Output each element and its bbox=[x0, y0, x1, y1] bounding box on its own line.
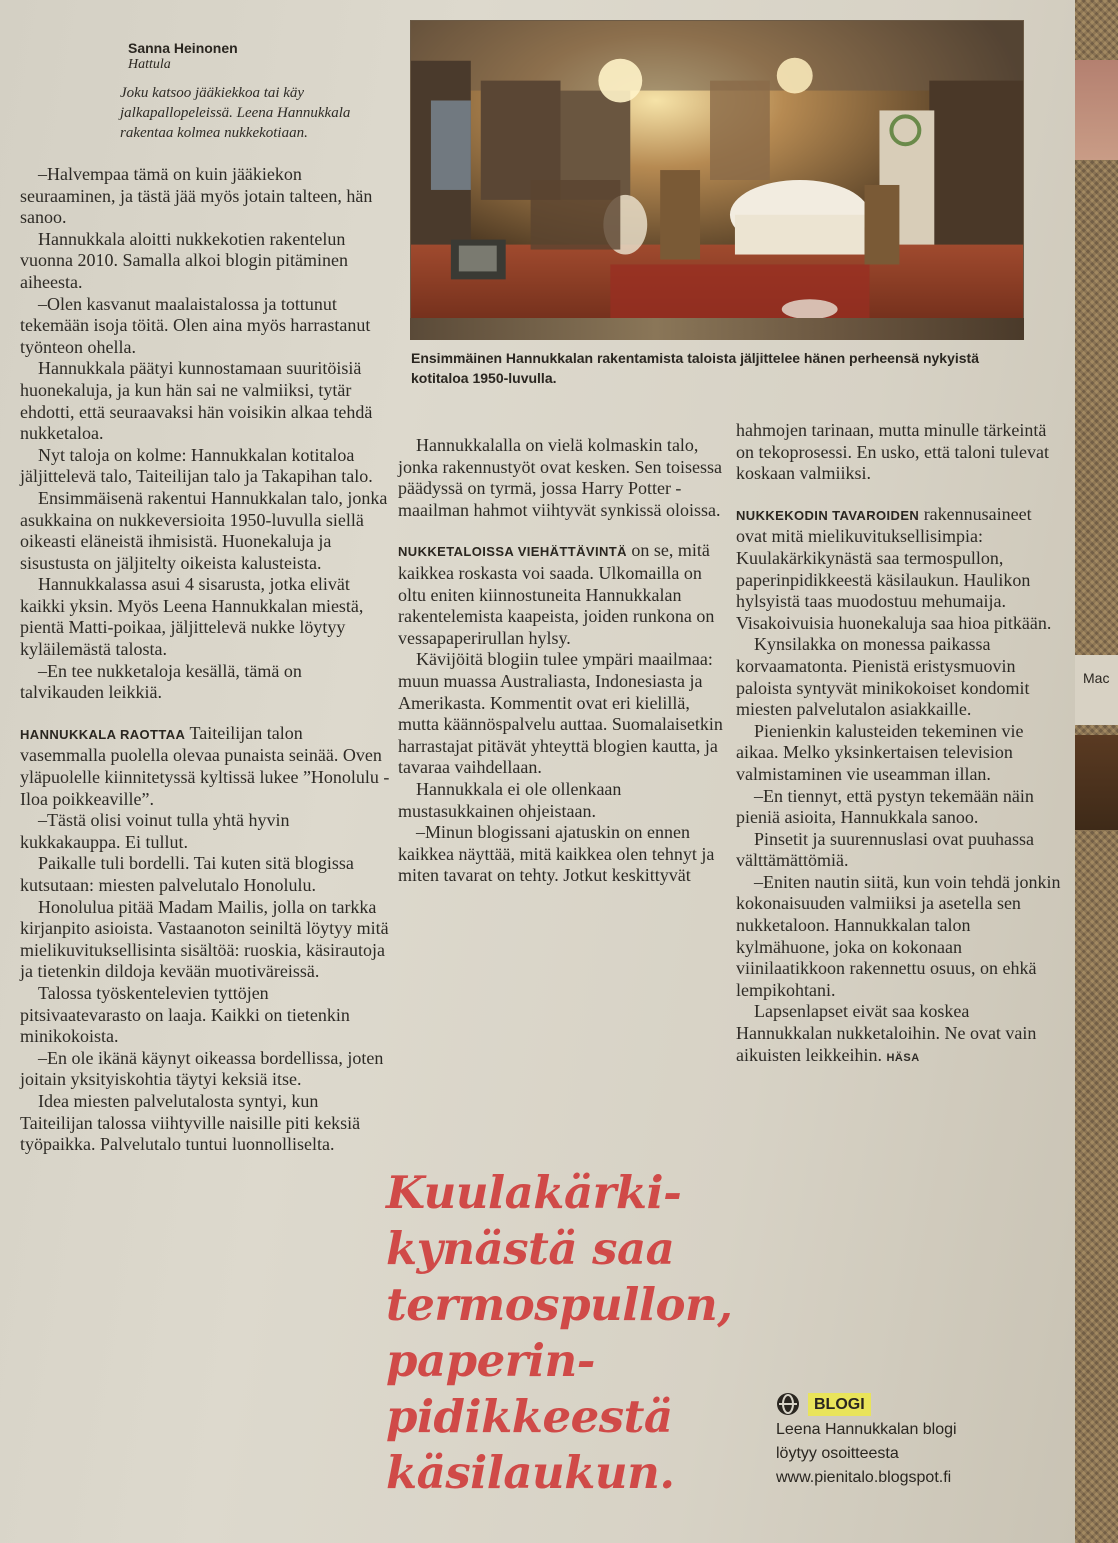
blog-url-link[interactable]: www.pienitalo.blogspot.fi bbox=[776, 1469, 952, 1486]
byline-author: Sanna Heinonen bbox=[128, 40, 238, 56]
col1-paragraph: Hannukkala aloitti nukkekotien rakentelun vuonna 2010. Samalla alkoi blogin pitäminen aiheesta. bbox=[20, 228, 348, 292]
col1-paragraph: Nyt taloja on kolme: Hannukkalan kotitaloa jäljittelevä talo, Taiteilijan talo ja Takapihan talo. bbox=[20, 444, 373, 487]
col2-paragraph: Hannukkalalla on vielä kolmaskin talo, jonka rakennustyöt ovat kesken. Sen toisessa päädyssä on tyrmä, jossa Harry Potter -maailman hahmot viihtyvät synkissä oloissa. bbox=[398, 435, 722, 520]
col1-paragraph: Hannukkala päätyi kunnostamaan suuritöisiä huonekaluja, ja kun hän sai ne valmiiksi, tytär ehdotti, että seuraavaksi hän voisikin alkaa tehdä nukketaloa. bbox=[20, 358, 373, 444]
subhead: HANNUKKALA RAOTTAA bbox=[20, 726, 186, 742]
col1-paragraph: Paikalle tuli bordelli. Tai kuten sitä blogissa kutsutaan: miesten palvelutalo Honolulu. bbox=[20, 853, 354, 895]
fabric-pink-band bbox=[1075, 60, 1118, 160]
col1-paragraph: –Olen kasvanut maalaistalossa ja tottunut tekemään isoja töitä. Olen aina myös harrastanut työnteon ohella. bbox=[20, 293, 371, 357]
adjacent-page-strip bbox=[1075, 655, 1118, 725]
col1-paragraph: –Halvempaa tämä on kuin jääkiekon seuraaminen, ja tästä jää myös jotain talteen, hän sanoo. bbox=[20, 164, 373, 228]
col3-paragraph: Pinsetit ja suurennuslasi ovat puuhassa välttämättömiä. bbox=[736, 828, 1034, 871]
col1-paragraph: –En ole ikänä käynyt oikeassa bordellissa, joten joitain yksityiskohtia täytyi keksiä itse. bbox=[20, 1047, 384, 1090]
col1-paragraph: Idea miesten palvelutalosta syntyi, kun Taiteilijan talossa viihtyville naisille piti keksiä työpaikka. Palvelutalo tuntui luonnolliselta. bbox=[20, 1090, 361, 1155]
blog-header bbox=[776, 1390, 1066, 1418]
photo-bottom-strip bbox=[410, 318, 1024, 340]
col2-subhead-paragraph bbox=[398, 540, 728, 649]
blog-badge: BLOGI bbox=[808, 1393, 871, 1416]
blog-line: löytyy osoitteesta bbox=[776, 1445, 899, 1462]
author-signature: HÄSA bbox=[886, 1051, 920, 1064]
subhead: NUKKETALOISSA VIEHÄTTÄVINTÄ bbox=[398, 544, 627, 560]
col1-paragraph: Talossa työskentelevien tyttöjen pitsivaatevarasto on laaja. Kaikki on tietenkin minikokoista. bbox=[20, 982, 350, 1047]
col3-subhead-paragraph bbox=[736, 504, 1066, 635]
col1-paragraph: Honolulua pitää Madam Mailis, jolla on tarkka kirjanpito asioista. Vastaanoton seiniltä löytyy mitä mielikuvituksellisinta sisältöä: ruoskia, käsirautoja ja tietenkin dildoja kevään muotiväreissä. bbox=[20, 896, 389, 982]
column-2 bbox=[398, 435, 728, 887]
background-fabric bbox=[1075, 0, 1118, 1543]
col3-paragraph: –En tiennyt, että pystyn tekemään näin pieniä asioita, Hannukkala sanoo. bbox=[736, 785, 1034, 828]
col3-subhead-text: rakennusaineet ovat mitä mielikuvituksellisimpia: Kuulakärkikynästä saa termospullon, paperinpidikkeestä käsilaukun. Haulikon hylsyistä taas muodostuu mehumaija. Visakoivuisia huonekaluja saa hioa pitkään. bbox=[736, 503, 1052, 633]
col1-paragraph: –En tee nukketaloja kesällä, tämä on talvikauden leikkiä. bbox=[20, 660, 302, 703]
col1-paragraph: –Tästä olisi voinut tulla yhtä hyvin kukkakauppa. Ei tullut. bbox=[20, 810, 290, 852]
col1-subhead-text: Taiteilijan talon vasemmalla puolella olevaa punaista seinää. Oven yläpuolelle kiinnitetyssä kyltissä lukee ”Honolulu - Iloa poikkeaville”. bbox=[20, 722, 390, 809]
intro-lead: Joku katsoo jääkiekkoa tai käy jalkapallopeleissä. Leena Hannukkala rakentaa kolmea nukkekotiaan. bbox=[120, 85, 351, 141]
dollhouse-interior-photo bbox=[410, 20, 1024, 340]
column-1 bbox=[20, 60, 390, 1156]
adjacent-page-text: Mac bbox=[1083, 670, 1110, 686]
blog-globe-icon bbox=[776, 1392, 800, 1416]
col3-paragraph: –Eniten nautin siitä, kun voin tehdä jonkin kokonaisuuden valmiiksi ja asetella sen nukketaloon. Hannukkalan talon kylmähuone, joka on kokonaan viinilaatikkoon rakennettu osuus, on ehkä lempikohtani. bbox=[736, 871, 1061, 1000]
col3-paragraph: Kynsilakka on monessa paikassa korvaamatonta. Pienistä eristysmuovin paloista syntyvät minikokoiset kondomit miesten palvelutalon asiakkaille. bbox=[736, 634, 1030, 720]
column-3 bbox=[736, 420, 1066, 1069]
col2-subhead-text: on se, mitä kaikkea roskasta voi saada. Ulkomailla on oltu eniten kiinnostuneita Hannukkalan rakentelemista kaapeista, joiden runkona on vessapaperirullan hylsy. bbox=[398, 540, 715, 648]
photo-caption: Ensimmäinen Hannukkalan rakentamista taloista jäljittelee hänen perheensä nykyistä kotitaloa 1950-luvulla. bbox=[411, 350, 979, 386]
col2-paragraph: Kävijöitä blogiin tulee ympäri maailmaa: muun muassa Australiasta, Indonesiasta ja Amerikasta. Kommentit ovat eri kielillä, mutta käännöspalvelu auttaa. Suomalaisetkin harrastajat pitävät yhteyttä blogien kautta, ja tavaraa vaihdellaan. bbox=[398, 649, 723, 778]
col1-paragraph: Hannukkalassa asui 4 sisarusta, jotka elivät kaikki yksin. Myös Leena Hannukkalan miestä, pientä Matti-poikaa, jäljittelevä nukke löytyy kyläilemästä talosta. bbox=[20, 574, 364, 660]
pull-quote: Kuulakärki-kynästä saa termospullon, paperin-pidikkeestä käsilaukun. bbox=[386, 1166, 733, 1499]
col3-last-text: Lapsenlapset eivät saa koskea Hannukkalan nukketaloihin. Ne ovat vain aikuisten leikkeihin. bbox=[736, 1001, 1037, 1065]
col3-paragraph: hahmojen tarinaan, mutta minulle tärkeintä on tekoprosessi. En usko, että taloni tulevat koskaan valmiiksi. bbox=[736, 420, 1049, 484]
col3-paragraph: Pienienkin kalusteiden tekeminen vie aikaa. Melko yksinkertaisen television valmistaminen vie useamman illan. bbox=[736, 720, 1024, 784]
subhead: NUKKEKODIN TAVAROIDEN bbox=[736, 507, 920, 523]
blog-line: Leena Hannukkalan blogi bbox=[776, 1421, 957, 1438]
byline-place: Hattula bbox=[128, 57, 171, 72]
col3-paragraph bbox=[736, 1001, 1066, 1069]
col2-paragraph: Hannukkala ei ole ollenkaan mustasukkainen ohjeistaan. bbox=[398, 778, 622, 821]
adjacent-photo-strip bbox=[1075, 735, 1118, 830]
col2-paragraph: –Minun blogissani ajatuskin on ennen kaikkea näyttää, mitä kaikkea olen tehnyt ja miten tavarat on tehty. Jotkut keskittyvät bbox=[398, 822, 715, 886]
col1-paragraph: Ensimmäisenä rakentui Hannukkalan talo, jonka asukkaina on nukkeversioita 1950-luvulla siellä oikeasti eläneistä ihmisistä. Huonekaluja ja sisustusta on jäljitelty oikeista kalusteista. bbox=[20, 487, 388, 573]
blog-info-box bbox=[776, 1390, 1066, 1490]
col1-subhead-paragraph bbox=[20, 723, 390, 810]
